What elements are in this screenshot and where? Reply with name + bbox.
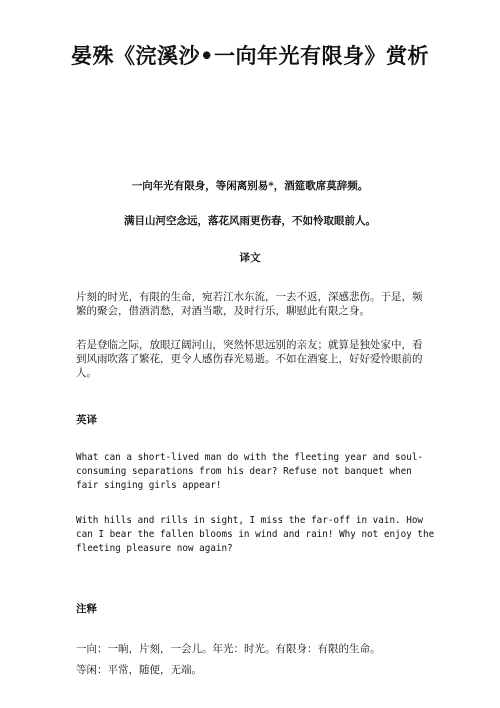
- notes-heading: 注释: [76, 603, 97, 615]
- note-item-2: 等闲：平常，随便，无端。: [76, 664, 202, 676]
- english-paragraph-2: With hills and rills in sight, I miss the far-off in vain. How can I bear the fallen blooms in wind and rain! Why not enjoy the fleeting pleasure now again?: [76, 515, 435, 554]
- poem-line-2: 满目山河空念远，落花风雨更伤春，不如怜取眼前人。: [124, 215, 376, 227]
- english-paragraph-1: What can a short-lived man do with the fleeting year and soul-consuming separations from his dear? Refuse not banquet when fair singing girls appear!: [76, 452, 424, 491]
- poem-line-1: 一向年光有限身，等闲离别易*，酒筵歌席莫辞频。: [131, 180, 369, 192]
- english-heading: 英译: [76, 414, 97, 426]
- translation-heading: 译文: [239, 252, 261, 264]
- document-title: 晏殊《浣溪沙•一向年光有限身》赏析: [71, 43, 429, 68]
- translation-paragraph-2: 若是登临之际，放眼辽阔河山，突然怀思远别的亲友；就算是独处家中，看到风雨吹落了繁花，更令人感伤春光易逝。不如在酒宴上，好好爱怜眼前的人。: [76, 339, 423, 379]
- translation-paragraph-1: 片刻的时光，有限的生命，宛若江水东流，一去不返，深感悲伤。于是，频繁的聚会，借酒消愁，对酒当歌，及时行乐，聊慰此有限之身。: [76, 291, 423, 317]
- note-item-1: 一向：一晌，片刻，一会儿。年光：时光。有限身：有限的生命。: [76, 643, 381, 655]
